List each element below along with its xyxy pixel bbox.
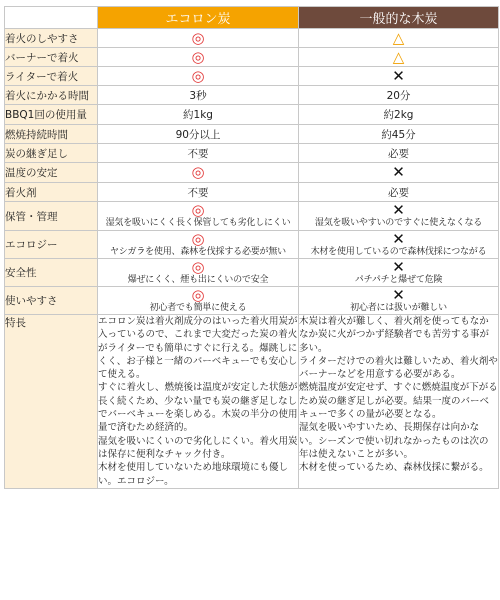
regular-value-cell — [299, 144, 499, 163]
row-label: BBQ1回の使用量 — [5, 105, 98, 125]
header-ecolon-charcoal: エコロン炭 — [98, 7, 299, 29]
table-row — [5, 29, 499, 48]
cross-icon: ✕ — [392, 201, 405, 219]
ecolon-value-cell — [98, 231, 299, 259]
table-row — [5, 163, 499, 183]
row-label: 温度の安定 — [5, 163, 98, 183]
triangle-icon: △ — [392, 28, 405, 47]
header-empty-cell — [5, 7, 98, 29]
regular-value-cell — [299, 48, 499, 67]
regular-value-cell — [299, 183, 499, 202]
cell-value: 必要 — [388, 147, 409, 160]
regular-value-cell — [299, 86, 499, 105]
cell-value: 90分以上 — [175, 128, 221, 141]
cross-icon: ✕ — [392, 258, 405, 276]
double-circle-icon: ◎ — [191, 163, 205, 181]
double-circle-icon: ◎ — [191, 28, 205, 47]
cell-value: 必要 — [388, 186, 409, 199]
regular-value-cell — [299, 231, 499, 259]
header-row — [5, 7, 499, 29]
cross-icon: ✕ — [392, 163, 405, 181]
ecolon-value-cell — [98, 48, 299, 67]
table-row — [5, 86, 499, 105]
ecolon-value-cell — [98, 29, 299, 48]
header-regular-charcoal: 一般的な木炭 — [299, 7, 499, 29]
cell-value: 不要 — [187, 186, 209, 199]
cross-icon: ✕ — [392, 230, 405, 248]
regular-value-cell — [299, 259, 499, 287]
cell-note: 湿気を吸いにくく長く保管しても劣化しにくい — [105, 218, 291, 228]
table-row — [5, 231, 499, 259]
cross-icon: ✕ — [392, 286, 405, 304]
cell-note: 初心者には扱いが難しい — [350, 302, 447, 313]
regular-value-cell — [299, 125, 499, 144]
ecolon-value-cell — [98, 183, 299, 202]
cell-note: 湿気を吸いやすいのですぐに使えなくなる — [314, 218, 483, 228]
feature-paragraph: ライターだけでの着火は難しいため、着火剤やバーナーなどを用意する必要がある。 — [299, 355, 498, 381]
ecolon-value-cell — [98, 105, 299, 125]
ecolon-value-cell — [98, 86, 299, 105]
row-label: 着火剤 — [5, 183, 98, 202]
feature-paragraph: 湿気を吸いにくいので劣化しにくい。着火用炭は保存に便利なチャック付き。 — [98, 435, 298, 460]
double-circle-icon: ◎ — [191, 66, 205, 85]
regular-value-cell — [299, 202, 499, 231]
cross-icon: ✕ — [392, 66, 405, 85]
ecolon-value-cell — [98, 259, 299, 287]
double-circle-icon: ◎ — [191, 258, 205, 276]
features-label: 特長 — [5, 315, 98, 489]
ecolon-value-cell — [98, 287, 299, 315]
regular-value-cell — [299, 105, 499, 125]
regular-value-cell — [299, 67, 499, 86]
features-row — [5, 315, 499, 489]
row-label: 燃焼持続時間 — [5, 125, 98, 144]
table-row — [5, 105, 499, 125]
feature-paragraph: 木材を使用していないため地球環境にも優しい。エコロジー。 — [98, 462, 289, 487]
double-circle-icon: ◎ — [191, 230, 205, 248]
row-label: 安全性 — [5, 259, 98, 287]
cell-value: 20分 — [386, 89, 411, 102]
comparison-table — [4, 6, 499, 489]
regular-value-cell — [299, 163, 499, 183]
table-row — [5, 183, 499, 202]
ecolon-value-cell — [98, 67, 299, 86]
cell-note: 初心者でも簡単に使える — [149, 302, 247, 313]
table-row — [5, 48, 499, 67]
comparison-body — [5, 29, 499, 489]
regular-value-cell — [299, 29, 499, 48]
feature-paragraph: 燃焼温度が安定せず、すぐに燃焼温度が下がるため炭の継ぎ足しが必要。結果一度のバーベキューで多くの量が必要となる。 — [299, 382, 498, 421]
cell-note: ヤシガラを使用、森林を伐採する必要が無い — [110, 246, 286, 257]
row-label: バーナーで着火 — [5, 48, 98, 67]
ecolon-value-cell — [98, 144, 299, 163]
feature-paragraph: すぐに着火し、燃焼後は温度が安定した状態が長く続くため、少ない量でも炭の継ぎ足しなしでバーベキューを楽しめる。木炭の半分の使用量で済むため経済的。 — [98, 382, 298, 434]
double-circle-icon: ◎ — [191, 201, 205, 219]
double-circle-icon: ◎ — [191, 286, 205, 304]
ecolon-features-description — [98, 315, 299, 489]
feature-paragraph: 木材を使っているため、森林伐採に繋がる。 — [299, 462, 489, 474]
cell-value: 3秒 — [189, 89, 207, 102]
cell-value: 約2kg — [383, 109, 414, 121]
table-row — [5, 144, 499, 163]
table-row — [5, 125, 499, 144]
cell-note: パチパチと爆ぜて危険 — [354, 274, 443, 285]
row-label: 使いやすさ — [5, 287, 98, 315]
table-row — [5, 259, 499, 287]
row-label: エコロジー — [5, 231, 98, 259]
feature-paragraph: 湿気を吸いやすいため、長期保存は向かない。シーズンで使い切れなかったものは次の年は使えないことが多い。 — [299, 422, 489, 460]
regular-value-cell — [299, 287, 499, 315]
feature-paragraph: 木炭は着火が難しく、着火剤を使ってもなかなか炭に火がつかず経験者でも苦労する事が多い。 — [299, 316, 490, 354]
row-label: 着火にかかる時間 — [5, 86, 98, 105]
feature-paragraph: エコロン炭は着火剤成分のはいった着火用炭が入っているので、これまで大変だった炭の着火がライターでも簡単にすぐに行える。爆跳しにくく、お子様と一緒のバーベキューでも安心して使える。 — [98, 316, 298, 381]
regular-features-description — [299, 315, 499, 489]
ecolon-value-cell — [98, 202, 299, 231]
cell-note: 木材を使用しているので森林伐採につながる — [310, 246, 487, 257]
ecolon-value-cell — [98, 125, 299, 144]
row-label: 着火のしやすさ — [5, 29, 98, 48]
double-circle-icon: ◎ — [191, 47, 205, 66]
table-row — [5, 67, 499, 86]
cell-value: 約45分 — [381, 128, 416, 141]
row-label: ライターで着火 — [5, 67, 98, 86]
cell-note: 爆ぜにくく、煙も出にくいので安全 — [127, 274, 269, 285]
cell-value: 不要 — [187, 147, 209, 160]
row-label: 保管・管理 — [5, 202, 98, 231]
triangle-icon: △ — [392, 47, 405, 66]
table-row — [5, 202, 499, 231]
table-row — [5, 287, 499, 315]
ecolon-value-cell — [98, 163, 299, 183]
cell-value: 約1kg — [183, 109, 213, 121]
row-label: 炭の継ぎ足し — [5, 144, 98, 163]
